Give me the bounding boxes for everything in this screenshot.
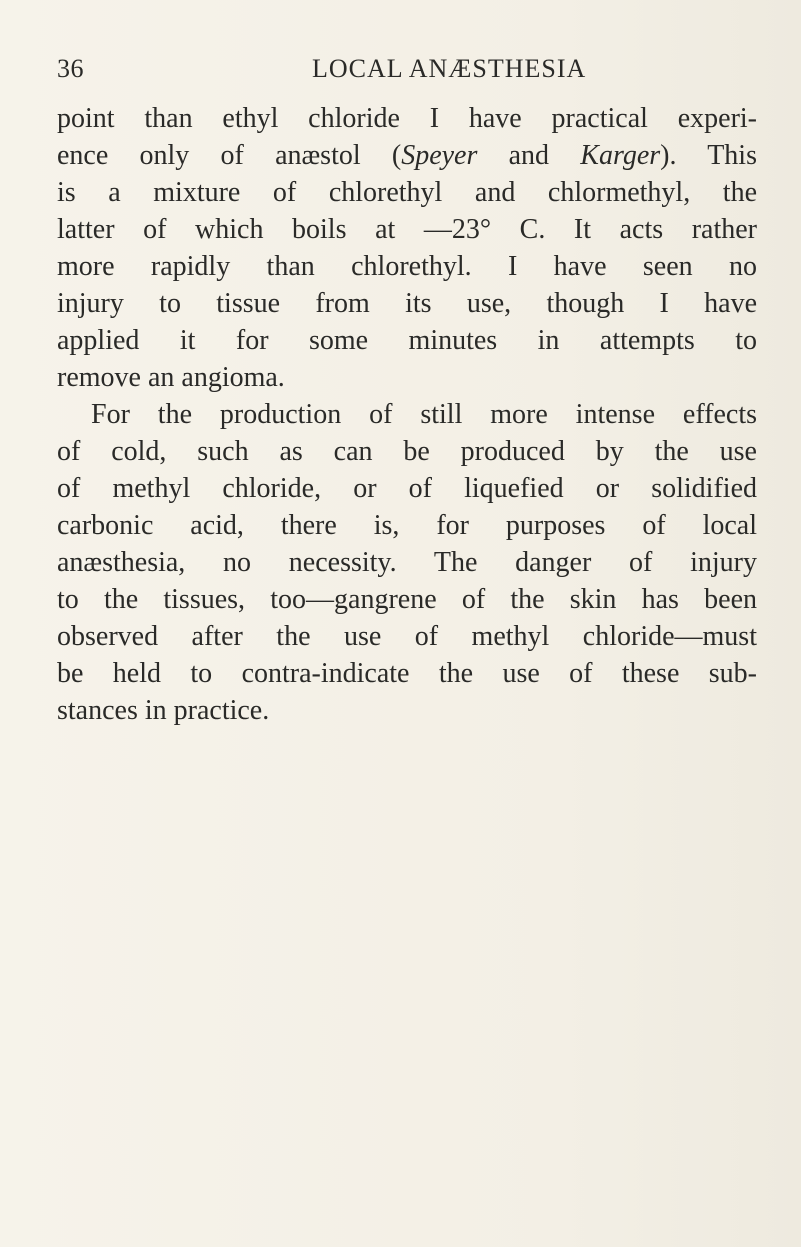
author-name-italic: Karger <box>580 140 661 171</box>
body-text <box>57 100 757 729</box>
text-line: more rapidly than chlorethyl. I have seen no <box>57 251 757 282</box>
text-line-paragraph-end: remove an angioma. <box>57 362 285 393</box>
text-line: of cold, such as can be produced by the use <box>57 436 757 467</box>
text-line: carbonic acid, there is, for purposes of local <box>57 510 757 541</box>
text-segment: and <box>477 140 581 171</box>
text-line: applied it for some minutes in attempts to <box>57 325 757 356</box>
text-line: be held to contra-indicate the use of these sub- <box>57 658 757 689</box>
chapter-title: LOCAL ANÆSTHESIA <box>312 54 587 83</box>
text-line: point than ethyl chloride I have practical experi- <box>57 103 757 134</box>
running-head <box>57 54 757 94</box>
text-line: observed after the use of methyl chloride—must <box>57 621 757 652</box>
text-line-paragraph-start: For the production of still more intense effects <box>91 399 757 430</box>
text-segment: ence only of anæstol ( <box>57 140 402 171</box>
text-segment: ). This <box>660 140 757 171</box>
text-line: injury to tissue from its use, though I have <box>57 288 757 319</box>
author-name-italic: Speyer <box>401 140 478 171</box>
text-line: latter of which boils at —23° C. It acts rather <box>57 214 757 245</box>
text-line: of methyl chloride, or of liquefied or solidified <box>57 473 757 504</box>
text-line <box>57 137 757 174</box>
text-line: to the tissues, too—gangrene of the skin has been <box>57 584 757 615</box>
text-line: anæsthesia, no necessity. The danger of injury <box>57 547 757 578</box>
text-line: is a mixture of chlorethyl and chlormethyl, the <box>57 177 757 208</box>
page-number: 36 <box>57 54 84 83</box>
text-line-paragraph-end: stances in practice. <box>57 695 270 726</box>
